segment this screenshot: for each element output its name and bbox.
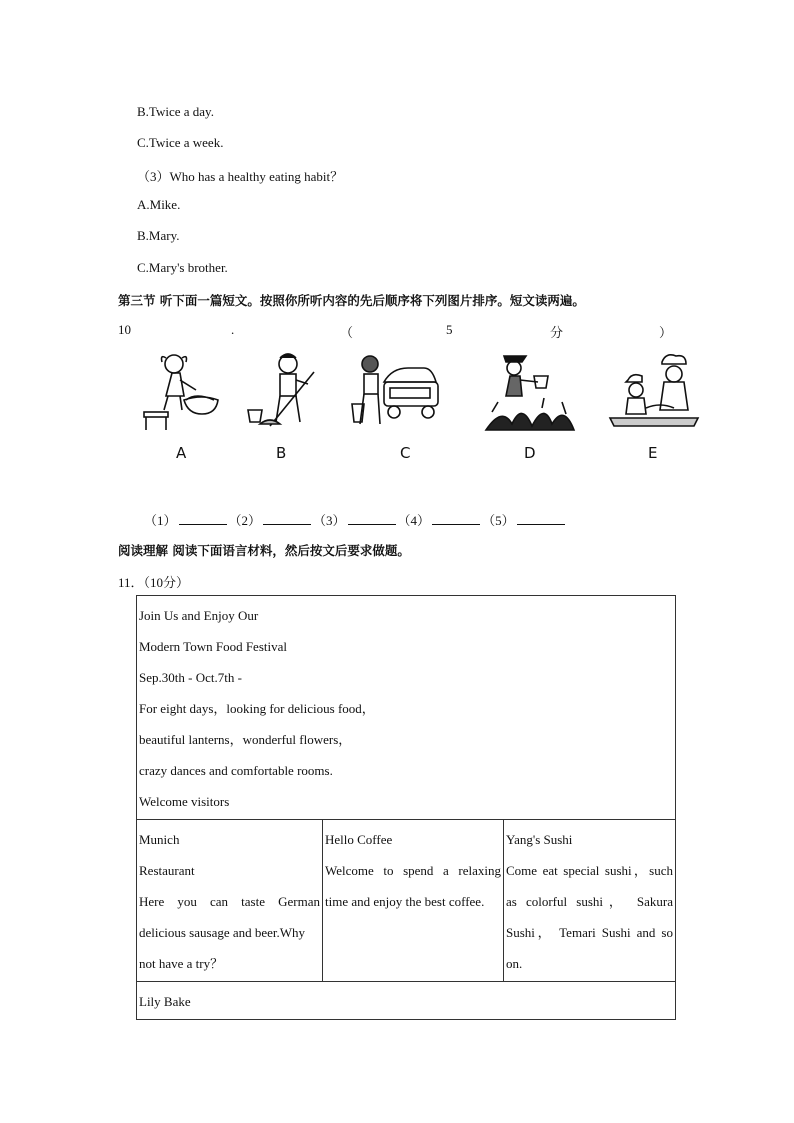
munich-text: delicious sausage and beer.Why — [139, 925, 306, 940]
reading-heading: 阅读理解 阅读下面语言材料，然后按文后要求做题。 — [118, 543, 410, 558]
answer-slot-1: （1） — [144, 513, 177, 528]
q10-close-paren: ） — [659, 325, 673, 340]
munich-title: Munich — [139, 832, 180, 847]
answer-slot-3: （3） — [313, 513, 346, 528]
q10-number: 10 — [118, 322, 131, 337]
ad-intro-line: Modern Town Food Festival — [139, 639, 287, 654]
option-2b: B.Twice a day. — [137, 104, 214, 119]
ad-intro-line: For eight days，looking for delicious food， — [139, 701, 375, 716]
option-3b: B.Mary. — [137, 228, 180, 243]
q10-dot: . — [231, 322, 235, 337]
ad-intro-line: Join Us and Enjoy Our — [139, 608, 259, 623]
option-2c: C.Twice a week. — [137, 135, 224, 150]
ad-lily-bake-cell — [137, 982, 676, 1020]
ad-intro-line: beautiful lanterns，wonderful flowers， — [139, 732, 352, 747]
ad-munich-restaurant-cell — [137, 820, 323, 982]
q10-open-paren: （ — [340, 325, 354, 340]
answer-blank-5[interactable] — [517, 512, 565, 525]
munich-text: not have a try？ — [139, 956, 224, 971]
q10-score: 5 — [446, 322, 453, 337]
picture-label-e: E — [648, 444, 658, 462]
ad-intro-cell — [137, 596, 676, 820]
picture-label-d: D — [524, 444, 536, 462]
answer-blank-4[interactable] — [432, 512, 480, 525]
ad-intro-line: Welcome visitors — [139, 794, 230, 809]
picture-c-washing-car — [344, 352, 440, 432]
option-3a: A.Mike. — [137, 197, 181, 212]
coffee-title: Hello Coffee — [325, 832, 393, 847]
section3-heading: 第三节 听下面一篇短文。按照你所听内容的先后顺序将下列图片排序。短文读两遍。 — [118, 293, 585, 308]
sushi-text: on. — [506, 956, 523, 971]
coffee-text: time and enjoy the best coffee. — [325, 894, 485, 909]
coffee-text: Welcome to spend a relaxing — [325, 863, 501, 878]
answer-slot-2: （2） — [228, 513, 262, 528]
answer-blank-2[interactable] — [263, 512, 311, 525]
option-3c: C.Mary's brother. — [137, 260, 228, 275]
lily-bake-title: Lily Bake — [139, 994, 191, 1009]
food-festival-ad-table — [136, 595, 676, 1020]
sushi-title: Yang's Sushi — [506, 832, 573, 847]
ad-hello-coffee-cell — [323, 820, 504, 982]
question-11-label: 11．（10分） — [118, 575, 190, 590]
munich-title-2: Restaurant — [139, 863, 195, 878]
picture-e-cooking — [606, 352, 702, 432]
question-3: （3）Who has a healthy eating habit？ — [137, 169, 344, 184]
munich-text: Here you can taste German — [139, 894, 320, 909]
ad-yangs-sushi-cell — [504, 820, 676, 982]
picture-b-mopping — [240, 352, 336, 432]
picture-label-c: C — [400, 444, 411, 462]
q10-unit: 分 — [550, 325, 564, 340]
sushi-text: as colorful sushi， Sakura — [506, 894, 673, 909]
answer-blank-1[interactable] — [179, 512, 227, 525]
ad-intro-line: crazy dances and comfortable rooms. — [139, 763, 333, 778]
picture-label-a: A — [176, 444, 187, 462]
ad-intro-line: Sep.30th - Oct.7th - — [139, 670, 242, 685]
answer-blanks — [144, 510, 567, 529]
sushi-text: Sushi， Temari Sushi and so — [506, 925, 673, 940]
answer-blank-3[interactable] — [348, 512, 396, 525]
picture-a-washing-clothes — [136, 352, 232, 432]
sushi-text: Come eat special sushi，such — [506, 863, 673, 878]
picture-label-b: B — [276, 444, 287, 462]
answer-slot-5: （5） — [482, 513, 515, 528]
picture-d-watering-plants — [482, 352, 578, 432]
answer-slot-4: （4） — [397, 513, 431, 528]
